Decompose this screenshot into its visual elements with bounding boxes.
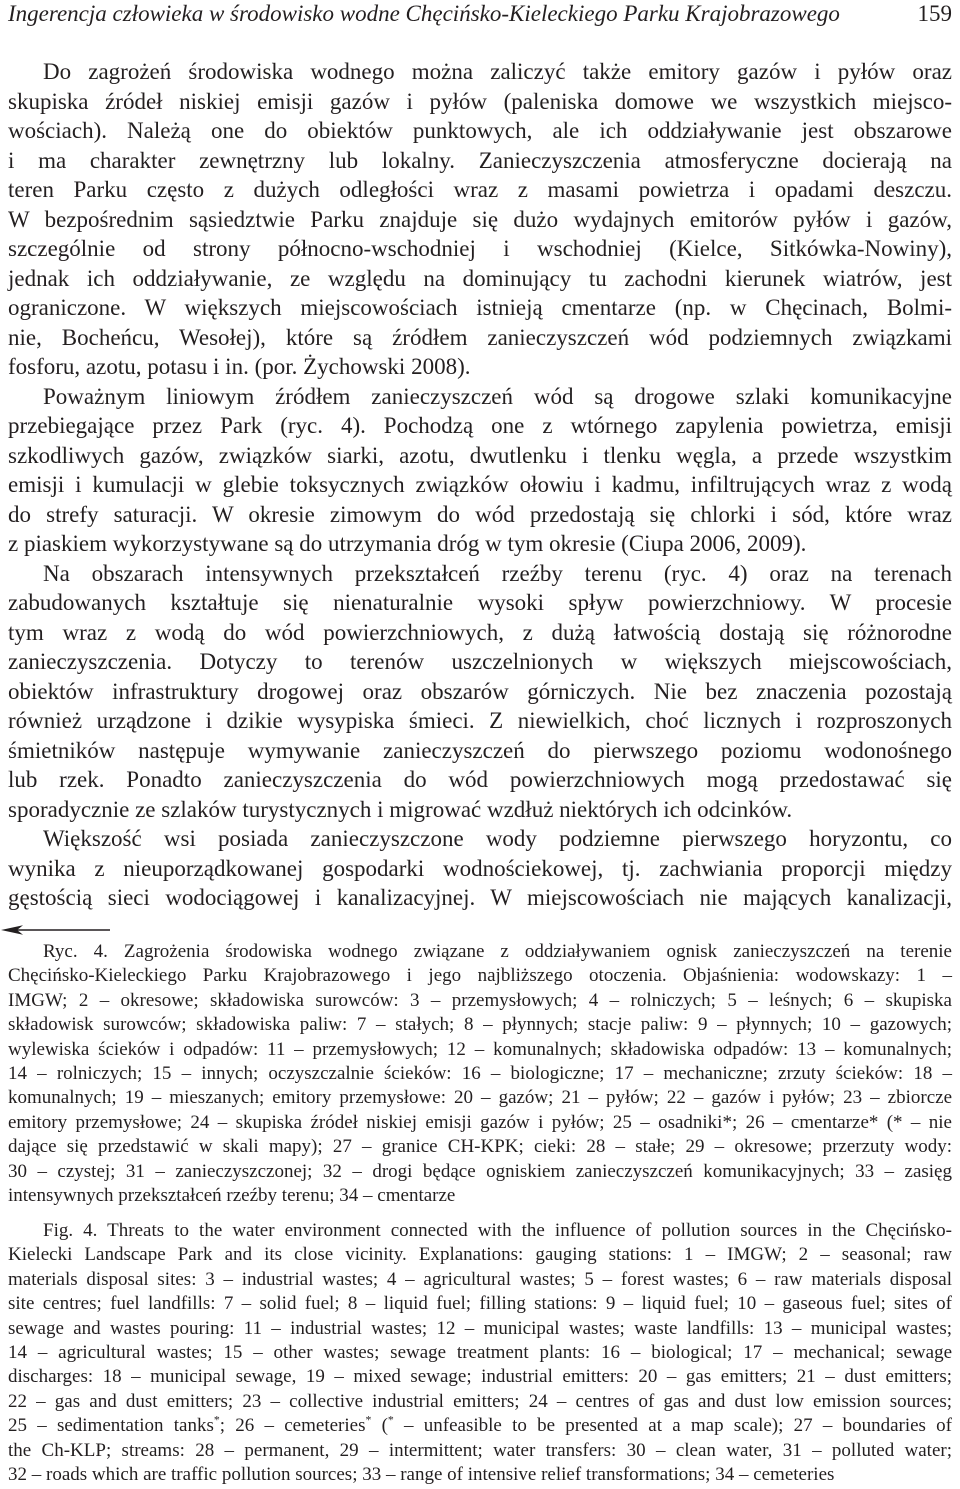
body-text-line: wynika z nieuporządkowanej gospodarki wodnościekowej, tj. zachwiania proporcji między <box>8 855 952 881</box>
caption-en-line: 22 – gas and dust emitters; 23 – collective industrial emitters; 24 – centres of gas and dust low emission sources; <box>8 1390 952 1412</box>
body-text <box>8 57 952 913</box>
body-text-line: szczególnie od strony północno-wschodniej i wschodniej (Kielce, Sitkówka-Nowiny), <box>8 236 952 261</box>
body-text-line: lub rzek. Ponadto zanieczyszczenia do wód powierzchniowych mogą przedostawać się <box>8 767 952 792</box>
caption-text-segment: ( <box>371 1415 388 1437</box>
body-text-line: Do zagrożeń środowiska wodnego można zaliczyć także emitory gazów i pyłów oraz <box>43 59 952 84</box>
body-text-line: przebiegające przez Park (ryc. 4). Pochodzą one z wtórnego zapylenia powietrza, emisji <box>8 413 952 438</box>
caption-en-line: the Ch-KLP; streams: 28 – permanent, 29 – intermittent; water transfers: 30 – clean water, 31 – polluted water; <box>8 1439 952 1461</box>
body-text-line: fosforu, azotu, potasu i in. (por. Żychowski 2008). <box>8 354 471 379</box>
caption-en-line: Kielecki Landscape Park and its close vicinity. Explanations: gauging stations: 1 – IMGW; 2 – seasonal; raw <box>8 1244 952 1266</box>
body-text-line: również urządzone i dzikie wysypiska śmieci. Z niewielkich, choć licznych i rozproszonych <box>8 708 952 733</box>
body-text-line: teren Parku często z dużych odległości wraz z masami powietrza i opadami deszczu. <box>8 177 952 202</box>
body-text-line: zabudowanych kształtuje się nienaturalnie wysoki spływ powierzchniowy. W procesie <box>8 590 952 615</box>
caption-pl-line: komunalnych; 19 – mieszanych; emitory przemysłowe: 20 – gazów; 21 – pyłów; 22 – gazów i pyłów; 23 – zbiorcze <box>8 1087 952 1109</box>
caption-pl-line: Ryc. 4. Zagrożenia środowiska wodnego związane z oddziaływaniem ognisk zanieczyszczeń na terenie <box>43 941 952 962</box>
body-text-line: i ma charakter zewnętrzny lub lokalny. Zanieczyszczenia atmosferyczne docierają na <box>8 147 952 173</box>
caption-en-line: site centres; fuel landfills: 7 – solid fuel; 8 – liquid fuel; filling stations: 9 – liquid fuel; 10 – gaseous fuel; sites of <box>8 1293 952 1315</box>
body-text-line: tym wraz z wodą do wód powierzchniowych, z dużą łatwością dostają się różnorodne <box>8 619 952 645</box>
caption-pl-line: 14 – rolniczych; 15 – innych; oczyszczalnie ścieków: 16 – biologiczne; 17 – mechaniczne; zrzuty ścieków: 18 – <box>8 1062 952 1084</box>
figure-caption-english <box>8 1219 952 1487</box>
body-text-line: ograniczone. W większych miejscowościach istnieją cmentarze (np. w Chęcinach, Bolmi- <box>8 295 952 320</box>
running-header-title: Ingerencja człowieka w środowisko wodne Chęcińsko-Kieleckiego Parku Krajobrazowego <box>8 1 840 26</box>
caption-en-line: 32 – roads which are traffic pollution sources; 33 – range of intensive relief transformations; 34 – cemeteries <box>8 1463 835 1485</box>
body-paragraph <box>8 382 952 559</box>
body-text-line: Na obszarach intensywnych przekształceń rzeźby terenu (ryc. 4) oraz na terenach <box>43 560 952 586</box>
body-text-line: obiektów infrastruktury drogowej oraz obszarów górniczych. Nie bez znaczenia pozostają <box>8 678 952 704</box>
running-header <box>8 0 952 28</box>
caption-pl-line: intensywnych przekształceń rzeźby terenu; 34 – cmentarze <box>8 1184 456 1206</box>
body-text-line: szkodliwych gazów, związków siarki, azotu, dwutlenku i tlenku węgla, a przede wszystkim <box>8 442 952 468</box>
figure-caption-polish <box>8 940 952 1208</box>
body-text-line: zanieczyszczenia. Dotyczy to terenów uszczelnionych w większych miejscowościach, <box>8 649 952 674</box>
caption-text-segment: – unfeasible to be presented at a map scale); 27 – boundaries of <box>393 1415 952 1437</box>
caption-pl-line: wylewiska ścieków i odpadów: 11 – przemysłowych; 12 – komunalnych; składowiska odpadów: 13 – komunalnych; <box>8 1038 952 1060</box>
body-paragraph <box>8 57 952 382</box>
body-text-line: W bezpośrednim sąsiedztwie Parku znajduje się dużo wydajnych emitorów pyłów i gazów, <box>8 206 952 232</box>
caption-en-line: 14 – agricultural wastes; 15 – other wastes; sewage treatment plants: 16 – biological; 17 – mechanical; sewage <box>8 1341 952 1363</box>
body-paragraph <box>8 824 952 913</box>
caption-en-line: materials disposal sites: 3 – industrial wastes; 4 – agricultural wastes; 5 – forest wastes; 6 – raw materials disposal <box>8 1268 952 1290</box>
body-text-line: jednak ich oddziaływanie, ze względu na dominujący tu zachodni kierunek wiatrów, jest <box>8 265 952 291</box>
caption-en-line: Fig. 4. Threats to the water environment connected with the influence of pollution sources in the Chęcińsko- <box>43 1220 952 1241</box>
body-text-line: emisji i kumulacji w glebie toksycznych związków ołowiu i kadmu, infiltrujących wraz z wodą <box>8 472 952 497</box>
body-paragraph <box>8 559 952 825</box>
caption-pl-line: Chęcińsko-Kieleckiego Parku Krajobrazowego i jego najbliższego otoczenia. Objaśnienia: wodowskazy: 1 – <box>8 965 952 987</box>
body-text-line: Większość wsi posiada zanieczyszczone wody podziemne pierwszego horyzontu, co <box>43 826 952 851</box>
caption-pl-line: składowisk surowców; składowiska paliw: 7 – stałych; 8 – płynnych; stacje paliw: 9 – płynnych; 10 – gazowych; <box>8 1014 952 1036</box>
footnote-asterisk: * <box>387 1413 394 1427</box>
body-text-line: wościach). Należą one do obiektów punktowych, ale ich oddziaływanie jest obszarowe <box>8 118 952 143</box>
footnote-asterisk: * <box>365 1413 372 1427</box>
caption-pl-line: emitory przemysłowe; 24 – skupiska źródeł niskiej emisji gazów i pyłów; 25 – osadniki*; 26 – cmentarze* (* – nie <box>8 1111 952 1133</box>
arrow-left-icon <box>0 923 112 937</box>
caption-text-segment: ; 26 – cemeteries <box>219 1415 366 1437</box>
caption-text-segment: 25 – sedimentation tanks <box>8 1415 214 1437</box>
caption-pl-line: dające się przedstawić w skali mapy); 27 – granice CH-KPK; cieki: 28 – stałe; 29 – okresowe; przerzuty wody: <box>8 1136 952 1158</box>
body-text-line: gęstością sieci wodociągowej i kanalizacyjnej. W miejscowościach nie mających kanalizacji, <box>8 885 952 910</box>
caption-en-line: discharges: 18 – municipal sewage, 19 – mixed sewage; industrial emitters: 20 – gas emitters; 21 – dust emitters; <box>8 1366 952 1388</box>
body-text-line: nie, Bocheńcu, Wesołej), które są źródłem zanieczyszczeń wód podziemnych związkami <box>8 324 952 350</box>
caption-pl-line: 30 – czystej; 31 – zanieczyszczonej; 32 – drogi będące ogniskiem zanieczyszczeń komunikacyjnych; 33 – zasięg <box>8 1160 952 1182</box>
page-number: 159 <box>917 1 952 26</box>
body-text-line: Poważnym liniowym źródłem zanieczyszczeń wód są drogowe szlaki komunikacyjne <box>43 383 952 409</box>
caption-pl-line: IMGW; 2 – okresowe; składowiska surowców: 3 – przemysłowych; 4 – rolniczych; 5 – leśnych; 6 – skupiska <box>8 989 952 1011</box>
body-text-line: z piaskiem wykorzystywane są do utrzymania dróg w tym okresie (Ciupa 2006, 2009). <box>8 531 807 556</box>
body-text-line: skupiska źródeł niskiej emisji gazów i pyłów (paleniska domowe we wszystkich miejsco- <box>8 88 952 114</box>
body-text-line: śmietników następuje wymywanie zanieczyszczeń do pierwszego poziomu wodonośnego <box>8 737 952 763</box>
body-text-line: do strefy saturacji. W okresie zimowym do wód przedostają się chlorki i sód, które wraz <box>8 501 952 527</box>
footnote-asterisk: * <box>213 1413 220 1427</box>
caption-en-line <box>8 1414 952 1438</box>
body-text-line: sporadycznie ze szlaków turystycznych i migrować wzdłuż niektórych ich odcinków. <box>8 796 793 822</box>
caption-en-line: sewage and wastes pouring: 11 – industrial wastes; 12 – municipal wastes; waste landfills: 13 – municipal wastes; <box>8 1317 952 1339</box>
